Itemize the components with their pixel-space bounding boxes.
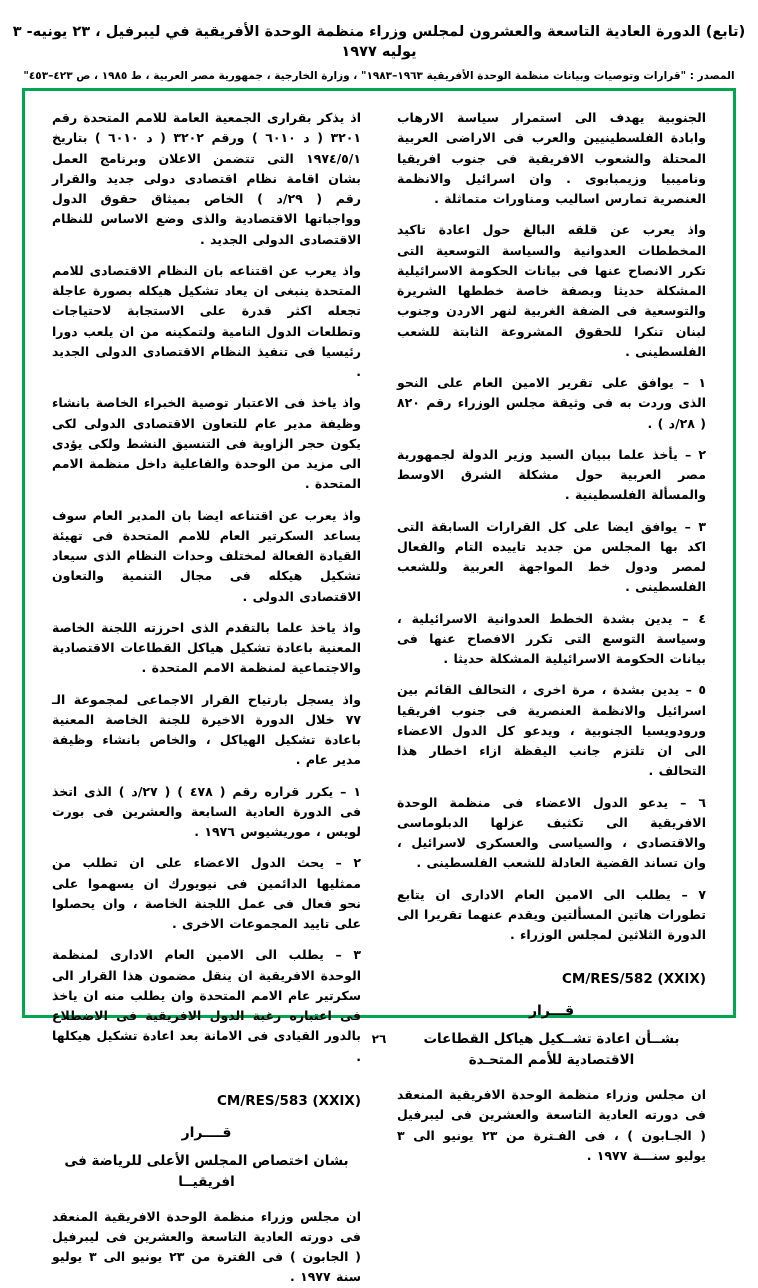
resolution-subject: بشان اختصاص المجلس الأعلى للرياضة فى افريقيــا (64, 1152, 349, 1190)
resolution-preamble: ان مجلس وزراء منظمة الوحدة الافريقية المنعقد فى دورته العادية التاسعة والعشرين فى ليبرفيل ( الجـابون ) ، فى الفـترة من ٢٣ يونيو الى ٣ يوليو سنـــة ١٩٧٧ . (397, 1087, 706, 1163)
paragraph: ٦ – يدعو الدول الاعضاء فى منظمة الوحدة الافريقية الى تكثيف عزلها الدبلوماسى والاقتصادى ، والسياسى والعسكرى لاسرائيل ، وان تساند القضية العادلة للشعب الفلسطينى . (397, 794, 706, 871)
paragraph: ٢ – يحث الدول الاعضاء على ان تطلب من ممثليها الدائمين فى نيويورك ان يسهموا على نحو فعال فى عمل اللجنة الخاصة ، وان يحصلوا على تاييد المجموعات الاخرى . (52, 855, 361, 931)
paragraph: واذ يعرب عن اقتناعه ايضا بان المدير العام سوف يساعد السكرتير العام للامم المتحدة فى تهيئة القيادة الفعالة لمختلف وحدات النظام الذى سيعاد تشكيل هيكله فى مجال التنمية والتعاون الاقتصادى الدولى . (52, 507, 361, 604)
paragraph: واذ يعرب عن قلقه البالغ حول اعادة تاكيد المخططات العدوانية والسياسة التوسعية التى تكرر الانصاح عنها فى بيانات الحكومة الاسرائيلية المشكلة حديثا وبصفة خاصة خططها الشريرة والتوسعية فى الضفة الغربية لنهر الاردن وجنوب لبنان تنكرا للحقوق المشروعة الثابتة للشعب الفلسطينى . (397, 222, 706, 359)
paragraph: ٣ – يوافق ايضا على كل القرارات السابقة التى اكد بها المجلس من جديد تاييده التام والفعال لمصر ودول خط المواجهة العربية وللشعب الفلسطينى . (397, 518, 706, 595)
resolution-heading: قــــرار (181, 1124, 232, 1141)
resolution-preamble: ان مجلس وزراء منظمة الوحدة الافريقية المنعقد فى دورته العادية التاسعة والعشرين فى ليبرفيل ( الجابون ) فى الفترة من ٢٣ يونيو الى ٣ يوليو سنة ١٩٧٧ . (52, 1208, 362, 1285)
paragraph: ٣ – يطلب الى الامين العام الادارى لمنظمة الوحدة الافريقية ان ينقل مضمون هذا القرار الى سكرتير عام الامم المتحدة وان يطلب منه ان ياخذ فى اعتباره رغبة الدول الافريقية فى الاضطلاع بالدور القيادى فى الامانة بعد اعادة تشكيل هيكلها . (52, 947, 361, 1064)
paragraph: ١ – يكرر قراره رقم ( ٤٧٨ ) ( ٢٧/د ) الذى اتخذ فى الدورة العادية السابعة والعشرين فى بورت لويس ، موريشيوس ١٩٧٦ . (52, 783, 362, 839)
page-header (0, 0, 758, 82)
paragraph: ١ – يوافق على تقرير الامين العام على النحو الذى وردت به فى وثيقة مجلس الوزراء رقم ٨٢٠ ( ٢٨/د ) . (397, 375, 706, 431)
paragraph: اذ يذكر بقرارى الجمعية العامة للامم المتحدة رقم ٣٢٠١ ( د ٦٠١٠ ) ورقم ٣٢٠٢ ( د ٦٠١٠ ) بتاريخ ١٩٧٤/٥/١ التى تتضمن الاعلان وبرنامج العمل بشان اقامة نظام اقتصادى دولى جديد والقرار رقم ( ٢٩/د ) الخاص بميثاق حقوق الدول وواجباتها الاقتصادية والذى وضع الاساس للنظام الاقتصادى الدولى الجديد . (52, 110, 361, 247)
paragraph: واذ يعرب عن اقتناعه بان النظام الاقتصادى للامم المتحدة ينبغى ان يعاد تشكيل هيكله بصورة عاجلة تجعله اكثر قدرة على الاستجابة لاحتياجات وتطلعات الدول النامية ولتمكينه من ان يلعب دورا رئيسيا فى تنفيذ النظام الاقتصادى الدولى الجديد . (52, 262, 361, 379)
resolution-code: CM/RES/582 (XXIX) (561, 971, 706, 988)
paragraph: ٥ – يدين بشدة ، مرة اخرى ، التحالف القائم بين اسرائيل والانظمة العنصرية فى جنوب افريقيا ورودويسيا الجنوبية ، ويدعو كل الدول الاعضاء الى ان تلتزم جانب اليقظة ازاء اخطار هذا التحالف . (397, 682, 706, 779)
paragraph: واذ ياخذ فى الاعتبار توصية الخبراء الخاصة بانشاء وظيفة مدير عام للتعاون الاقتصادى الدولى لكى يكون حجر الزاوية فى التنسيق النشط ولكى يؤدى الى مزيد من الوحدة والفاعلية داخل منظمة الامم المتحدة . (52, 395, 361, 492)
paragraph: ٤ – يدين بشدة الخطط العدوانية الاسرائيلية ، وسياسة التوسع التى تكرر الافصاح عنها فى بيانات الحكومة الاسرائيلية المشكلة حديثا . (397, 610, 706, 666)
paragraph: ٢ – يأخذ علما ببيان السيد وزير الدولة لجمهورية مصر العربية حول مشكلة الشرق الاوسط والمسألة الفلسطينية . (397, 446, 706, 503)
resolution-subject: بشــأن اعادة تشــكيل هياكل القطاعات الاقتصادية للأمم المتحـدة (423, 1031, 680, 1069)
paragraph: ٧ – يطلب الى الامين العام الادارى ان يتابع تطورات هاتين المسألتين ويقدم عنهما تقريرا الى الدورة الثلاثين لمجلس الوزراء . (397, 886, 706, 942)
resolution-heading: قـــرار (528, 1003, 575, 1020)
paragraph: الجنوبية يهدف الى استمرار سياسة الارهاب وابادة الفلسطينيين والعرب فى الاراضى العربية المحتلة والشعوب الافريقية فى جنوب افريقيا وناميبيا وزيمبابوى . وان اسرائيل والانظمة العنصرية تمارس اساليب ومناورات متماثلة . (397, 110, 706, 206)
resolution-code: CM/RES/583 (XXIX) (216, 1092, 361, 1109)
paragraph: واذ يسجل بارتياح القرار الاجماعى لمجموعة الـ ٧٧ خلال الدورة الاخيرة للجنة الخاصة المعنية باعادة تشكيل الهياكل ، والخاص بانشاء وظيفة مدير عام . (52, 691, 361, 768)
page-number: ٢٦ (371, 1032, 387, 1046)
document-title: (تابع) الدورة العادية التاسعة والعشرون لمجلس وزراء منظمة الوحدة الأفريقية في ليبرفيل ، ٢٣ يونيه- ٣ يوليه ١٩٧٧ (12, 24, 746, 61)
paragraph: واذ ياخذ علما بالتقدم الذى احرزته اللجنة الخاصة المعنية باعادة تشكيل هياكل القطاعات الاقتصادية والاجتماعية لمنظمة الامم المتحدة . (52, 619, 361, 676)
document-source-line: المصدر : "قرارات وتوصيات وبيانات منظمة الوحدة الأفريقية ١٩٦٣–١٩٨٣" ، وزارة الخارجية ، جمهورية مصر العربية ، ط ١٩٨٥ ، ص ٤٢٣–٤٥٣" (23, 69, 735, 82)
